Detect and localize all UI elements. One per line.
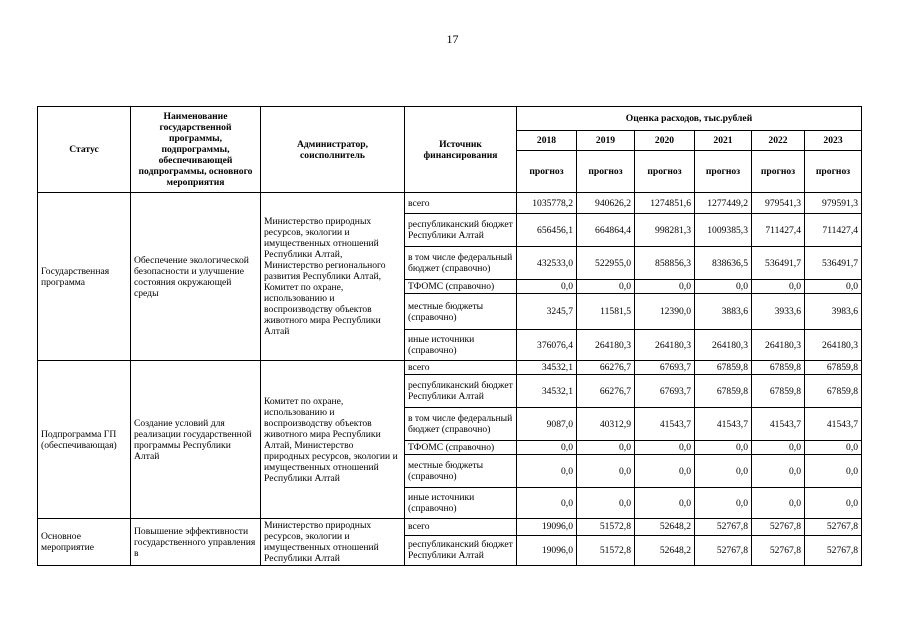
amount-cell: 0,0: [577, 280, 635, 294]
amount-cell: 9087,0: [517, 408, 577, 441]
amount-cell: 0,0: [752, 488, 805, 519]
header-cost: Оценка расходов, тыс.рублей: [517, 107, 862, 131]
funding-source: республиканский бюджет Республики Алтай: [405, 535, 517, 565]
amount-cell: 536491,7: [805, 247, 862, 280]
funding-source: иные источники (справочно): [405, 330, 517, 361]
funding-source: всего: [405, 193, 517, 214]
amount-cell: 940626,2: [577, 193, 635, 214]
amount-cell: 0,0: [635, 280, 695, 294]
table-header: [38, 107, 862, 193]
amount-cell: 52767,8: [752, 535, 805, 565]
amount-cell: 376076,4: [517, 330, 577, 361]
amount-cell: 0,0: [805, 488, 862, 519]
amount-cell: 1009385,3: [695, 214, 752, 247]
forecast-label: прогноз: [695, 151, 752, 193]
funding-source: иные источники (справочно): [405, 488, 517, 519]
funding-source: в том числе федеральный бюджет (справочно): [405, 247, 517, 280]
amount-cell: 0,0: [695, 455, 752, 488]
amount-cell: 0,0: [805, 280, 862, 294]
amount-cell: 67693,7: [635, 375, 695, 408]
funding-source: местные бюджеты (справочно): [405, 294, 517, 330]
amount-cell: 0,0: [695, 488, 752, 519]
year-header: 2022: [752, 131, 805, 151]
forecast-label: прогноз: [805, 151, 862, 193]
amount-cell: 67859,8: [752, 375, 805, 408]
amount-cell: 0,0: [635, 441, 695, 455]
amount-cell: 3883,6: [695, 294, 752, 330]
funding-source: всего: [405, 519, 517, 536]
funding-source: местные бюджеты (справочно): [405, 455, 517, 488]
amount-cell: 0,0: [517, 455, 577, 488]
amount-cell: 522955,0: [577, 247, 635, 280]
amount-cell: 998281,3: [635, 214, 695, 247]
amount-cell: 3933,6: [752, 294, 805, 330]
amount-cell: 264180,3: [577, 330, 635, 361]
amount-cell: 19096,0: [517, 519, 577, 536]
amount-cell: 67859,8: [805, 361, 862, 375]
amount-cell: 66276,7: [577, 361, 635, 375]
row-admin: Министерство природных ресурсов, экологии и имущественных отношений Республики Алтай, Министерство регионального развития Республики Алтай, Комитет по охране, использованию и воспроизводству объектов животного мира Республики Алтай: [261, 193, 405, 361]
forecast-label: прогноз: [752, 151, 805, 193]
amount-cell: 40312,9: [577, 408, 635, 441]
amount-cell: 0,0: [635, 488, 695, 519]
amount-cell: 41543,7: [805, 408, 862, 441]
amount-cell: 0,0: [635, 455, 695, 488]
row-admin: Министерство природных ресурсов, экологии и имущественных отношений Республики Алтай: [261, 519, 405, 566]
amount-cell: 52767,8: [752, 519, 805, 536]
year-header: 2023: [805, 131, 862, 151]
amount-cell: 264180,3: [752, 330, 805, 361]
amount-cell: 67859,8: [805, 375, 862, 408]
forecast-label: прогноз: [517, 151, 577, 193]
amount-cell: 52648,2: [635, 535, 695, 565]
amount-cell: 3983,6: [805, 294, 862, 330]
amount-cell: 264180,3: [805, 330, 862, 361]
amount-cell: 51572,8: [577, 519, 635, 536]
amount-cell: 264180,3: [635, 330, 695, 361]
amount-cell: 1035778,2: [517, 193, 577, 214]
amount-cell: 67859,8: [695, 375, 752, 408]
amount-cell: 0,0: [695, 280, 752, 294]
amount-cell: 11581,5: [577, 294, 635, 330]
amount-cell: 52767,8: [695, 535, 752, 565]
amount-cell: 656456,1: [517, 214, 577, 247]
amount-cell: 0,0: [577, 455, 635, 488]
amount-cell: 0,0: [517, 280, 577, 294]
budget-table: [37, 106, 862, 566]
amount-cell: 34532,1: [517, 375, 577, 408]
amount-cell: 711427,4: [752, 214, 805, 247]
row-name: Обеспечение экологической безопасности и улучшение состояния окружающей среды: [131, 193, 261, 361]
amount-cell: 536491,7: [752, 247, 805, 280]
amount-cell: 0,0: [517, 441, 577, 455]
amount-cell: 0,0: [577, 441, 635, 455]
forecast-label: прогноз: [635, 151, 695, 193]
amount-cell: 41543,7: [695, 408, 752, 441]
amount-cell: 41543,7: [635, 408, 695, 441]
row-name: Создание условий для реализации государственной программы Республики Алтай: [131, 361, 261, 519]
amount-cell: 0,0: [805, 455, 862, 488]
funding-source: всего: [405, 361, 517, 375]
funding-source: ТФОМС (справочно): [405, 441, 517, 455]
amount-cell: 1277449,2: [695, 193, 752, 214]
year-header: 2020: [635, 131, 695, 151]
amount-cell: 67859,8: [695, 361, 752, 375]
row-admin: Комитет по охране, использованию и воспроизводству объектов животного мира Республики Алтай, Министерство природных ресурсов, экологии и имущественных отношений Республики Алтай: [261, 361, 405, 519]
amount-cell: 979541,3: [752, 193, 805, 214]
amount-cell: 0,0: [752, 455, 805, 488]
table-row: [38, 361, 862, 375]
year-header: 2018: [517, 131, 577, 151]
funding-source: республиканский бюджет Республики Алтай: [405, 214, 517, 247]
amount-cell: 52767,8: [695, 519, 752, 536]
amount-cell: 0,0: [752, 441, 805, 455]
page-number: 17: [446, 32, 459, 46]
forecast-label: прогноз: [577, 151, 635, 193]
amount-cell: 12390,0: [635, 294, 695, 330]
table-row: [38, 519, 862, 536]
year-header: 2019: [577, 131, 635, 151]
amount-cell: 3245,7: [517, 294, 577, 330]
table-body: [38, 193, 862, 566]
funding-source: республиканский бюджет Республики Алтай: [405, 375, 517, 408]
header-name: Наименование государственной программы, подпрограммы, обеспечивающей подпрограммы, основного мероприятия: [131, 107, 261, 193]
row-name: Повышение эффективности государственного управления в: [131, 519, 261, 566]
amount-cell: 0,0: [805, 441, 862, 455]
amount-cell: 34532,1: [517, 361, 577, 375]
funding-source: ТФОМС (справочно): [405, 280, 517, 294]
row-status: Основное мероприятие: [38, 519, 131, 566]
amount-cell: 711427,4: [805, 214, 862, 247]
amount-cell: 67693,7: [635, 361, 695, 375]
amount-cell: 0,0: [752, 280, 805, 294]
header-admin: Администратор, соисполнитель: [261, 107, 405, 193]
amount-cell: 0,0: [577, 488, 635, 519]
amount-cell: 41543,7: [752, 408, 805, 441]
amount-cell: 264180,3: [695, 330, 752, 361]
amount-cell: 52767,8: [805, 535, 862, 565]
amount-cell: 66276,7: [577, 375, 635, 408]
amount-cell: 858856,3: [635, 247, 695, 280]
header-status: Статус: [38, 107, 131, 193]
row-status: Государственная программа: [38, 193, 131, 361]
amount-cell: 0,0: [517, 488, 577, 519]
amount-cell: 979591,3: [805, 193, 862, 214]
header-source: Источник финансирования: [405, 107, 517, 193]
amount-cell: 0,0: [695, 441, 752, 455]
row-status: Подпрограмма ГП (обеспечивающая): [38, 361, 131, 519]
amount-cell: 1274851,6: [635, 193, 695, 214]
amount-cell: 51572,8: [577, 535, 635, 565]
amount-cell: 664864,4: [577, 214, 635, 247]
amount-cell: 838636,5: [695, 247, 752, 280]
amount-cell: 52767,8: [805, 519, 862, 536]
amount-cell: 432533,0: [517, 247, 577, 280]
amount-cell: 52648,2: [635, 519, 695, 536]
year-header: 2021: [695, 131, 752, 151]
table-row: [38, 193, 862, 214]
amount-cell: 19096,0: [517, 535, 577, 565]
amount-cell: 67859,8: [752, 361, 805, 375]
funding-source: в том числе федеральный бюджет (справочно): [405, 408, 517, 441]
